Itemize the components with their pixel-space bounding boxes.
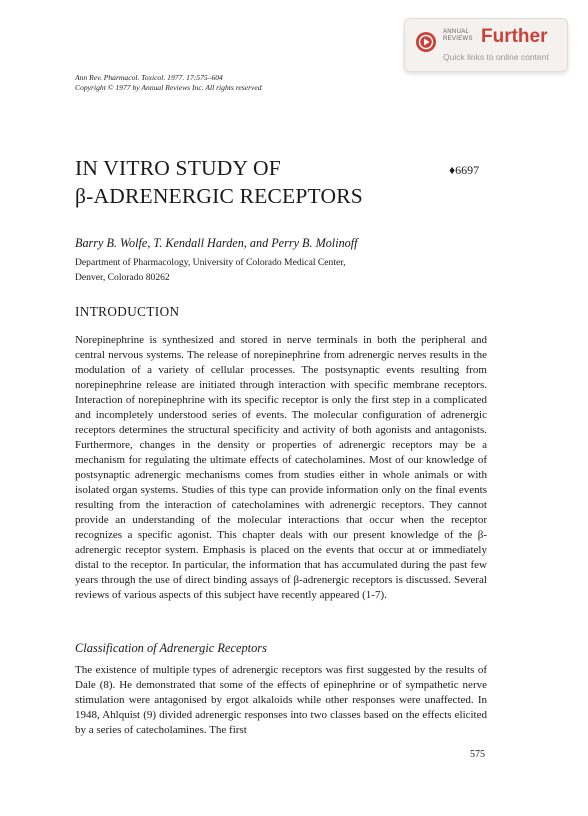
citation-line-1: Ann Rev. Pharmacol. Toxicol. 1977. 17:575–604	[75, 73, 223, 82]
badge-brand-bottom: REVIEWS	[443, 36, 473, 42]
article-title-line-1: IN VITRO STUDY OF	[75, 156, 281, 180]
authors: Barry B. Wolfe, T. Kendall Harden, and Perry B. Molinoff	[75, 236, 358, 250]
badge-brand-top: ANNUAL	[443, 29, 470, 35]
badge-subtitle: Quick links to online content	[443, 52, 549, 62]
subsection-heading-classification: Classification of Adrenergic Receptors	[75, 641, 267, 655]
article-title	[75, 154, 363, 210]
page-number: 575	[470, 749, 485, 760]
badge-brand-label	[443, 29, 473, 43]
article-title-line-2: β-ADRENERGIC RECEPTORS	[75, 184, 363, 208]
section-heading-introduction: INTRODUCTION	[75, 304, 180, 319]
journal-citation	[75, 73, 262, 93]
affiliation	[75, 256, 345, 285]
further-links-badge[interactable]	[404, 18, 568, 72]
citation-line-2: Copyright © 1977 by Annual Reviews Inc. All rights reserved	[75, 83, 262, 92]
affiliation-line-1: Department of Pharmacology, University of Colorado Medical Center,	[75, 257, 346, 268]
classification-paragraph: The existence of multiple types of adrenergic receptors was first suggested by the results of Dale (8). He demonstrated that some of the effects of epinephrine or of sympathetic nerve stimulation were antagonised by ergot alkaloids while other responses were unaffected. In 1948, Ahlquist (9) divided adrenergic responses into two classes based on the effects elicited by a series of catecholamines. The first	[75, 664, 487, 736]
article-code: ♦6697	[449, 163, 480, 177]
intro-paragraph: Norepinephrine is synthesized and stored in nerve terminals in both the peripheral and central nervous systems. The release of norepinephrine from adrenergic nerves results in the modulation of a variety of cellular processes. The postsynaptic events resulting from norepinephrine release are initiated through interaction with specific membrane receptors. Interaction of norepinephrine with its specific receptor is only the first step in a complicated and incompletely understood series of events. The molecular configuration of adrenergic receptors determines the structural specificity and activity of both agonists and antagonists. Furthermore, changes in the density or properties of adrenergic receptors may be a mechanism for regulating the ultimate effects of catecholamines. Most of our knowledge of postsynaptic adrenergic mechanisms comes from studies either in whole animals or with isolated organ systems. Studies of this type can provide information only on the final events resulting from the interaction of catecholamines with adrenergic receptors. They cannot provide an understanding of the molecular interactions that occur when the receptor recognizes a specific agonist. This chapter deals with our present knowledge of the β-adrenergic receptor system. Emphasis is placed on the events that occur at or immediately distal to the receptor. In particular, the information that has accumulated during the past few years through the use of direct binding assays of β-adrenergic receptors is discussed. Several reviews of various aspects of this subject have recently appeared (1-7).	[75, 334, 487, 601]
badge-further-label: Further	[481, 26, 548, 47]
play-circle-icon	[415, 31, 437, 53]
affiliation-line-2: Denver, Colorado 80262	[75, 271, 170, 283]
